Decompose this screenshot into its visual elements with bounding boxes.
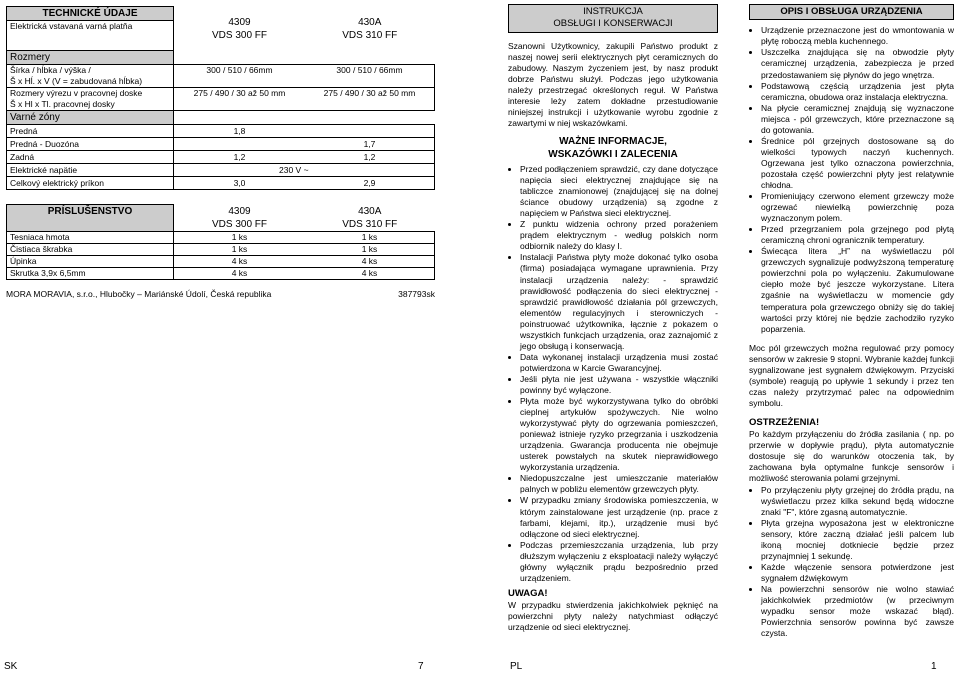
instruction-header: INSTRUKCJA OBSŁUGI I KONSERWACJI: [508, 4, 718, 33]
rear-b: 1,2: [305, 151, 435, 164]
sensor-paragraph: Moc pól grzewczych można regulować przy pomocy sensorów w zakresie 9 stopni. Wybranie każdej funkcji sygnalizowane jest sygnałem dźwiękowym. Przyciski (symbole) reagują po upływie 1 sekundy i przez ten czas należy przytrzymać palec na odpowiednim symbolu.: [749, 342, 954, 408]
list-item: • W przypadku zmiany środowiska pomieszczenia, w którym zainstalowane jest urządzenie (np. prace z farbami, klejami, itp.), urządzenie musi być odłączone od sieci elektrycznej.: [520, 495, 718, 539]
intro-text: Szanowni Użytkownicy, zakupili Państwo produkt z naszej nowej serii elektrycznych płyt ceramicznych do zabudowy. Naszym życzeniem jest, by nasz produkt dobrze Państwu służył. Podczas jego użytkowania należy przestrzegać określonych reguł. W Państwa interesie leży zatem dokładne przestudiowanie niniejszej instrukcji i użytkowanie wyrobu zgodnie z zawartymi w niej wskazówkami.: [508, 40, 718, 129]
list-item: • Jeśli płyta nie jest używana - wszystkie włączniki powinny być wyłączone.: [520, 374, 718, 396]
list-item: • Data wykonanej instalacji urządzenia musi zostać potwierdzona w Karcie Gwarancyjnej.: [520, 352, 718, 374]
list-item: • Przed podłączeniem sprawdzić, czy dane dotyczące napięcia sieci elektrycznej znajdujące się na tabliczce znamionowej (znajdującej się na dolnej ściance obudowy urządzenia) są zgodne z napięciem w Państwa sieci elektrycznej.: [520, 164, 718, 219]
table-row: [7, 267, 435, 279]
zones-header: Varné zóny: [7, 111, 174, 125]
front-a: 1,8: [174, 125, 306, 138]
list-item: • Z punktu widzenia ochrony przed porażeniem prądem elektrycznym - według polskich norm odbiornik należy do klasy I.: [520, 219, 718, 252]
list-item: • Płyta może być wykorzystywana tylko do obróbki cieplnej artykułów spożywczych. Nie wolno wykorzystywać płyty do ogrzewania pomieszczeń, ponieważ istnieje ryzyko przegrzania i uszkodzenia urządzenia. Gwarancja producenta nie obejmuje usterek powstałych na skutek nieprawidłowego wykorzystania urządzenia.: [520, 396, 718, 473]
dims-b: 300 / 510 / 66mm: [305, 65, 435, 88]
list-item: • Przed przegrzaniem pola grzejnego pod płytą ceramiczną chroni ogranicznik temperatury.: [761, 224, 954, 246]
acc-label: Skrutka 3,9x 6,5mm: [7, 267, 174, 279]
right-page-lang: PL: [510, 661, 523, 672]
info-subheader: WAŻNE INFORMACJE, WSKAZÓWKI I ZALECENIA: [548, 136, 678, 161]
front-dual-b: 1,7: [305, 138, 435, 151]
acc-qty-b: 1 ks: [305, 231, 435, 243]
acc-label: Tesniaca hmota: [7, 231, 174, 243]
company-footer: [6, 289, 435, 300]
table-row: [7, 231, 435, 243]
dims-a: 300 / 510 / 66mm: [174, 65, 306, 88]
accessories-header: PRÍSLUŠENSTVO: [7, 205, 174, 232]
acc-qty-a: 1 ks: [174, 231, 306, 243]
acc-qty-b: 4 ks: [305, 255, 435, 267]
list-item: • Urządzenie przeznaczone jest do wmontowania w płytę roboczą mebla kuchennego.: [761, 25, 954, 47]
warnings-list: [749, 485, 954, 640]
power-b: 2,9: [305, 177, 435, 190]
company-name: MORA MORAVIA, s.r.o., Hlubočky – Mariánské Údolí, Česká republika: [6, 289, 272, 299]
rear-label: Zadná: [7, 151, 174, 164]
voltage-label: Elektrické napätie: [7, 164, 174, 177]
uwaga-text: W przypadku stwierdzenia jakichkolwiek pęknięć na powierzchni płyty należy natychmiast odłączyć urządzenie od sieci elektrycznej.: [508, 600, 718, 633]
middle-column: [508, 4, 718, 633]
acc-model-b: 430A VDS 310 FF: [342, 205, 398, 230]
list-item: • Instalacji Państwa płyty może dokonać tylko osoba (firma) posiadająca wymagane uprawnienia. Przy instalacji urządzenia należy: - sprawdzić prawidłowość podłączenia do sieci elektrycznej - sprawdzić prawidłowość działania pól grzewczych, elementów regulacyjnych i sterowniczych - poinstruować użytkownika, łącznie z pokazem o wszystkich funkcjach urządzenia, oraz zaznajomić z jego obsługą i konserwacją.: [520, 252, 718, 351]
list-item: • Promieniujący czerwono element grzewczy może ogrzewać niewielką powierzchnię poza wyznaczonym polem.: [761, 191, 954, 224]
tech-table: [6, 6, 435, 190]
built-in-label: Elektrická vstavaná varná platňa: [7, 21, 174, 51]
left-page-number: 7: [418, 661, 424, 672]
list-item: • Średnice pól grzejnych dostosowane są do wielkości typowych naczyń kuchennych. Ogrzewana jest tylko oznaczona powierzchnia, pozostała część powierzchni płyty jest relatywnie chłodna.: [761, 136, 954, 191]
front-label: Predná: [7, 125, 174, 138]
sizes-header: Rozmery: [7, 51, 174, 65]
power-label: Celkový elektrický príkon: [7, 177, 174, 190]
acc-qty-b: 4 ks: [305, 267, 435, 279]
acc-qty-a: 4 ks: [174, 267, 306, 279]
acc-label: Úpinka: [7, 255, 174, 267]
acc-qty-b: 1 ks: [305, 243, 435, 255]
acc-qty-a: 4 ks: [174, 255, 306, 267]
list-item: • Uszczelka znajdująca się na obwodzie płyty ceramicznej urządzenia, zabezpiecza je przed przedostawaniem się płynów do jego wnętrza.: [761, 47, 954, 80]
list-item: • Podstawową częścią urządzenia jest płyta ceramiczna, obudowa oraz instalacja elektryczna.: [761, 81, 954, 103]
voltage-value: 230 V ~: [174, 164, 435, 177]
list-item: • Niedopuszczalne jest umieszczanie materiałów palnych w pobliżu elementów grzewczych płyty.: [520, 473, 718, 495]
doc-code: 387793sk: [398, 289, 435, 299]
acc-model-a: 4309 VDS 300 FF: [211, 205, 268, 230]
list-item: • Każde włączenie sensora potwierdzone jest sygnałem dźwiękowym: [761, 562, 954, 584]
description-header: OPIS I OBSŁUGA URZĄDZENIA: [749, 4, 954, 20]
right-column: [749, 4, 954, 639]
acc-label: Čistiaca škrabka: [7, 243, 174, 255]
list-item: • Świecąca litera „H” na wyświetlaczu pól grzewczych sygnalizuje podwyższoną temperaturę powierzchni pola po wyłączeniu. Zakumulowane ciepło może być jeszcze wykorzystane. Litera zgaśnie na wyświetlaczu w momencie gdy temperatura pola grzewczego obniży się do takiej wartości przy której nie będzie zachodziło ryzyko poparzenia.: [761, 246, 954, 334]
rear-a: 1,2: [174, 151, 306, 164]
cutout-b: 275 / 490 / 30 až 50 mm: [305, 88, 435, 111]
model-b: 430A VDS 310 FF: [342, 16, 398, 41]
accessories-table: [6, 204, 435, 280]
table-row: [7, 255, 435, 267]
uwaga-title: UWAGA!: [508, 587, 548, 599]
list-item: • Podczas przemieszczania urządzenia, lub przy dłuższym wyłączeniu z eksploatacji należy wyłączyć główny wyłącznik prądu bezpośrednio przed urządzeniem.: [520, 540, 718, 584]
cutout-a: 275 / 490 / 30 až 50 mm: [174, 88, 306, 111]
cutout-label: Rozmery výrezu v pracovnej doske Š x Hl x Tl. pracovnej dosky: [7, 88, 174, 111]
list-item: • Po przyłączeniu płyty grzejnej do źródła prądu, na wyświetlaczu przez kilka sekund będą widoczne znaki "F", które zgasną automatycznie.: [761, 485, 954, 518]
list-item: • Na płycie ceramicznej znajdują się wyznaczone miejsca - pól grzewczych, które przeznaczone są do gotowania.: [761, 103, 954, 136]
right-page-number: 1: [931, 661, 937, 672]
list-item: • Płyta grzejna wyposażona jest w elektroniczne sensory, które zaczną działać jeśli palcem lub ikoną mocniej dotkniecie będzie przez przynajmniej 1 sekundę.: [761, 518, 954, 562]
front-dual-label: Predná - Duozóna: [7, 138, 174, 151]
model-a: 4309 VDS 300 FF: [211, 16, 268, 41]
warnings-title: OSTRZEŻENIA!: [749, 416, 820, 428]
list-item: • Na powierzchni sensorów nie wolno stawiać jakichkolwiek przedmiotów (w przeciwnym wypadku sensor może wskazać błąd). Powierzchnia sensorów powinna być zawsze czysta.: [761, 584, 954, 639]
table-row: [7, 243, 435, 255]
info-list: [508, 164, 718, 584]
warnings-text: Po każdym przyłączeniu do źródła zasilania ( np. po przerwie w dopływie prądu), płyta automatycznie dostosuje się do warunków otoczenia tak, by zachowana była optymalne funkcje sensorów i możliwość sterowania polami grzejnymi.: [749, 429, 954, 484]
acc-qty-a: 1 ks: [174, 243, 306, 255]
description-list: [749, 25, 954, 334]
dims-label: Šírka / hĺbka / výška / Š x Hĺ. x V (V = zabudovaná hĺbka): [7, 65, 174, 88]
left-page-lang: SK: [4, 661, 18, 672]
tech-header: TECHNICKÉ ÚDAJE: [7, 7, 174, 21]
power-a: 3,0: [174, 177, 306, 190]
